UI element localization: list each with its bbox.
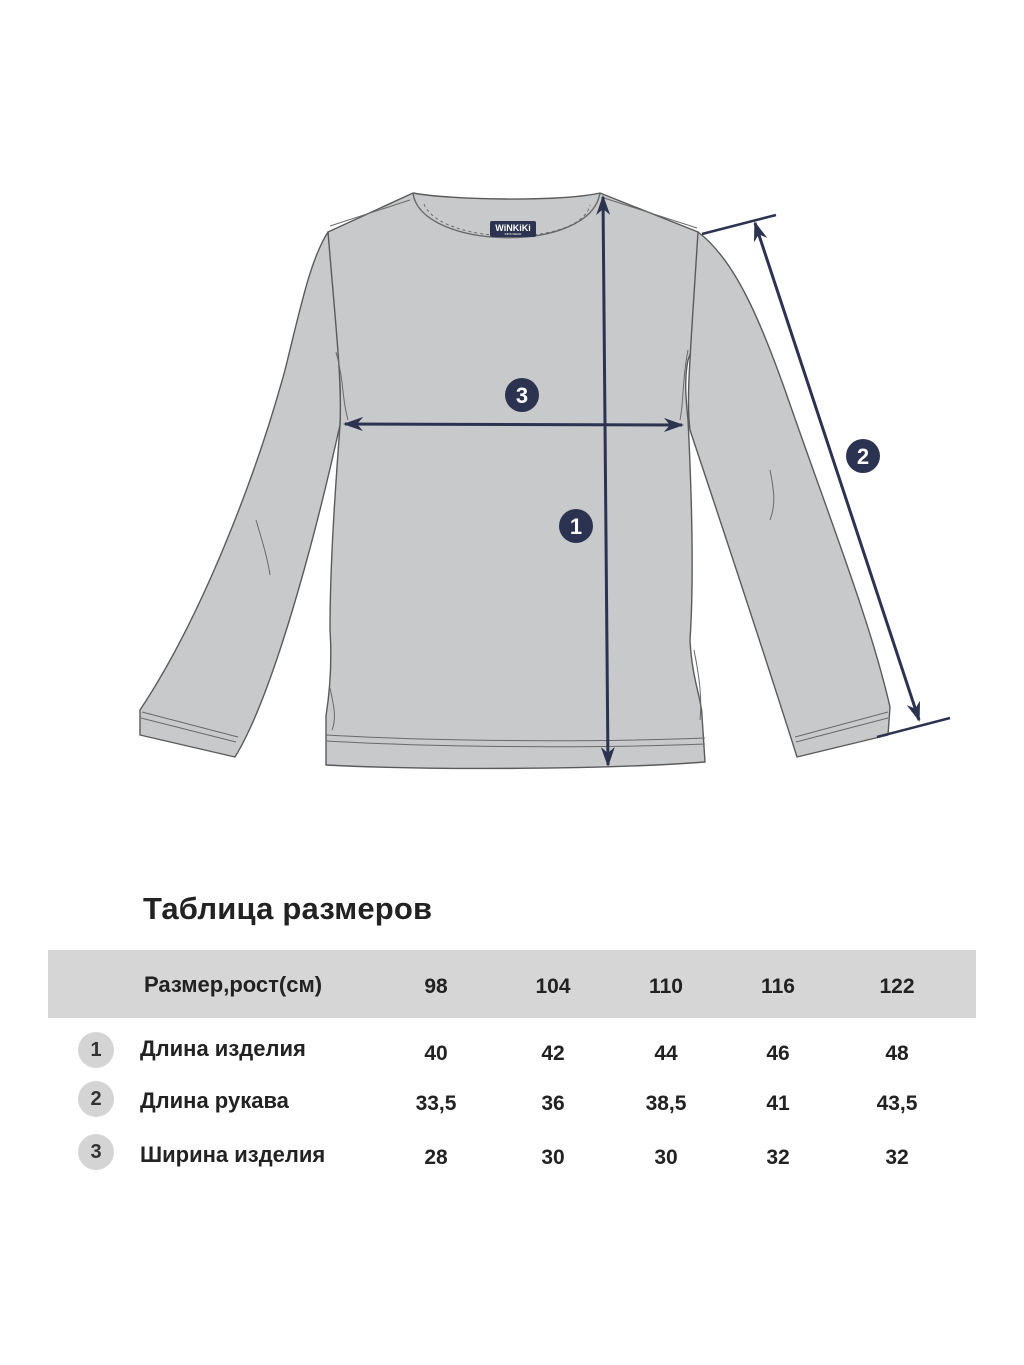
brand-label — [490, 221, 536, 237]
table-cell: 42 — [541, 1042, 565, 1065]
row-label-length: Длина изделия — [140, 1036, 306, 1061]
brand-logo-text: WiNKiKi — [495, 223, 531, 233]
header-size-104: 104 — [535, 975, 571, 998]
table-cell: 43,5 — [876, 1092, 918, 1115]
row-label-sleeve: Длина рукава — [140, 1088, 289, 1113]
header-size-98: 98 — [424, 975, 448, 998]
svg-text:2: 2 — [856, 444, 870, 469]
brand-tagline: KIDS WEAR — [504, 232, 522, 236]
header-size-116: 116 — [761, 975, 795, 998]
table-row-width — [48, 1134, 976, 1174]
row-badge-3: 3 — [78, 1134, 114, 1170]
table-row-sleeve — [48, 1080, 976, 1120]
table-row-length — [48, 1030, 976, 1070]
marker-2 — [846, 439, 880, 473]
shirt-outline — [140, 193, 890, 768]
svg-text:1: 1 — [569, 514, 583, 539]
marker-1 — [559, 509, 593, 543]
table-cell: 30 — [654, 1146, 678, 1169]
table-cell: 46 — [766, 1042, 790, 1065]
arrow-width — [345, 424, 682, 425]
table-cell: 32 — [766, 1146, 790, 1169]
svg-text:3: 3 — [515, 383, 529, 408]
header-size-110: 110 — [649, 975, 683, 998]
row-label-width: Ширина изделия — [140, 1142, 326, 1167]
table-cell: 38,5 — [645, 1092, 687, 1115]
table-cell: 44 — [654, 1042, 678, 1065]
table-cell: 40 — [424, 1042, 448, 1065]
table-cell: 32 — [885, 1146, 909, 1169]
header-size-122: 122 — [879, 975, 915, 998]
table-cell: 28 — [424, 1146, 448, 1169]
row-badge-1: 1 — [78, 1032, 114, 1068]
right-sleeve — [688, 232, 890, 757]
table-cell: 48 — [885, 1042, 909, 1065]
table-cell: 30 — [541, 1146, 565, 1169]
table-cell: 41 — [766, 1092, 790, 1115]
header-size-label: Размер,рост(см) — [144, 972, 323, 997]
table-cell: 36 — [541, 1092, 565, 1115]
row-badge-2: 2 — [78, 1081, 114, 1117]
size-table-header — [48, 950, 976, 1018]
table-cell: 33,5 — [415, 1092, 457, 1115]
marker-3 — [505, 378, 539, 412]
left-sleeve — [140, 232, 340, 757]
sleeve-tick-top — [702, 215, 776, 234]
shirt-body — [326, 193, 705, 768]
size-table-title: Таблица размеров — [143, 891, 433, 926]
